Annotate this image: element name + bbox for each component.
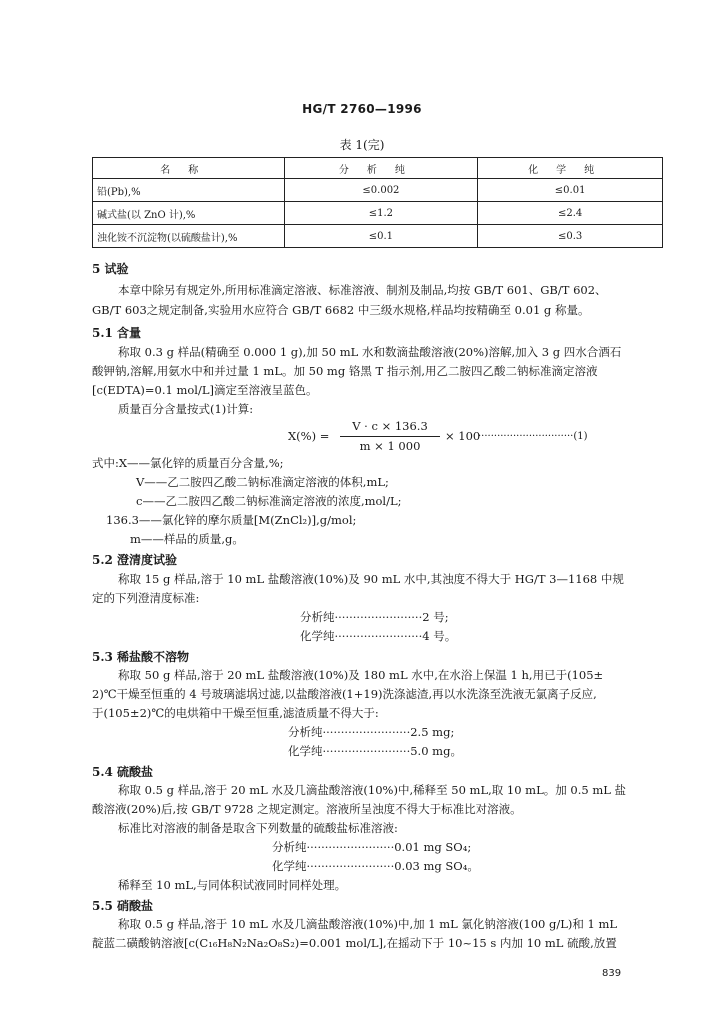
paragraph: 于(105±2)℃的电烘箱中干燥至恒重,滤渣质量不得大于: xyxy=(92,706,379,720)
formula-denominator: m × 1 000 xyxy=(359,439,421,453)
section-5-5-title: 5.5 硝酸盐 xyxy=(92,899,154,913)
paragraph: 称取 0.5 g 样品,溶于 10 mL 水及几滴盐酸溶液(10%)中,加 1 mL 氯化钠溶液(100 g/L)和 1 mL xyxy=(118,917,618,931)
paragraph: 称取 15 g 样品,溶于 10 mL 盐酸溶液(10%)及 90 mL 水中,其浊度不得大于 HG/T 3—1168 中规 xyxy=(118,572,624,586)
col-header-cp: 化学纯 xyxy=(478,158,663,179)
table-cell: 浊化铵不沉淀物(以硫酸盐计),% xyxy=(93,225,285,248)
col-header-ar: 分析纯 xyxy=(284,158,478,179)
table-cell: ≤0.3 xyxy=(478,225,663,248)
grade-line: 分析纯························2.5 mg; xyxy=(288,725,455,739)
table-header-row xyxy=(93,158,663,179)
formula-rhs: × 100 xyxy=(445,429,481,443)
table-cell: ≤0.1 xyxy=(284,225,478,248)
section-5-4-title: 5.4 硫酸盐 xyxy=(92,765,154,779)
grade-line: 分析纯························0.01 mg SO₄; xyxy=(272,840,472,854)
paragraph: 标准比对溶液的制备是取含下列数量的硫酸盐标准溶液: xyxy=(118,821,398,835)
paragraph: 稀释至 10 mL,与同体积试液同时同样处理。 xyxy=(118,878,347,892)
page-header: HG/T 2760—1996 xyxy=(302,102,422,116)
paragraph: 2)℃干燥至恒重的 4 号玻璃滤埚过滤,以盐酸溶液(1+19)洗涤滤渣,再以水洗涤至洗液无氯离子反应, xyxy=(92,687,597,701)
grade-line: 分析纯························2 号; xyxy=(300,610,449,624)
table-caption: 表 1(完) xyxy=(339,138,385,152)
grade-line: 化学纯························5.0 mg。 xyxy=(288,744,462,758)
table-cell: ≤1.2 xyxy=(284,202,478,225)
paragraph: 称取 0.5 g 样品,溶于 20 mL 水及几滴盐酸溶液(10%)中,稀释至 50 mL,取 10 mL。加 0.5 mL 盐 xyxy=(118,783,627,797)
paragraph: 质量百分含量按式(1)计算: xyxy=(118,402,254,416)
section-5-3-title: 5.3 稀盐酸不溶物 xyxy=(92,650,190,664)
where-clause: 式中:X——氯化锌的质量百分含量,%; xyxy=(92,456,284,470)
paragraph: 本章中除另有规定外,所用标准滴定溶液、标准溶液、制剂及制品,均按 GB/T 601、GB/T 602、 xyxy=(118,283,607,297)
col-header-name: 名称 xyxy=(93,158,285,179)
table-cell: 碱式盐(以 ZnO 计),% xyxy=(93,202,285,225)
table-cell: ≤0.002 xyxy=(284,179,478,202)
grade-line: 化学纯························4 号。 xyxy=(300,629,457,643)
equation-number: ······························(1) xyxy=(478,431,588,442)
page-number: 839 xyxy=(602,968,622,979)
formula-lhs: X(%) = xyxy=(288,429,330,443)
section-5-1-title: 5.1 含量 xyxy=(92,326,142,340)
where-item: m——样品的质量,g。 xyxy=(130,532,244,546)
table-row xyxy=(93,179,663,202)
section-5-title: 5 试验 xyxy=(92,262,129,276)
grade-line: 化学纯························0.03 mg SO₄。 xyxy=(272,859,479,873)
paragraph: 称取 50 g 样品,溶于 20 mL 盐酸溶液(10%)及 180 mL 水中,在水浴上保温 1 h,用已于(105± xyxy=(118,668,604,682)
table-cell: ≤2.4 xyxy=(478,202,663,225)
paragraph: [c(EDTA)=0.1 mol/L]滴定至溶液呈蓝色。 xyxy=(92,383,318,397)
section-5-2-title: 5.2 澄清度试验 xyxy=(92,553,178,567)
where-item: 136.3——氯化锌的摩尔质量[M(ZnCl₂)],g/mol; xyxy=(106,513,357,527)
paragraph: 称取 0.3 g 样品(精确至 0.000 1 g),加 50 mL 水和数滴盐酸溶液(20%)溶解,加入 3 g 四水合酒石 xyxy=(118,345,622,359)
table-cell: ≤0.01 xyxy=(478,179,663,202)
table-row xyxy=(93,202,663,225)
fraction-bar xyxy=(340,436,440,437)
table-cell: 铅(Pb),% xyxy=(93,179,285,202)
paragraph: 靛蓝二磺酸钠溶液[c(C₁₆H₈N₂Na₂O₈S₂)=0.001 mol/L],在摇动下于 10~15 s 内加 10 mL 硫酸,放置 xyxy=(92,936,617,950)
spec-table xyxy=(92,157,663,248)
where-item: V——乙二胺四乙酸二钠标准滴定溶液的体积,mL; xyxy=(136,475,389,489)
table-row xyxy=(93,225,663,248)
paragraph: 定的下列澄清度标准: xyxy=(92,591,200,605)
paragraph: 酸钾钠,溶解,用氨水中和并过量 1 mL。加 50 mg 铬黑 T 指示剂,用乙二胺四乙酸二钠标准滴定溶液 xyxy=(92,364,598,378)
paragraph: 酸溶液(20%)后,按 GB/T 9728 之规定测定。溶液所呈浊度不得大于标准比对溶液。 xyxy=(92,802,522,816)
where-item: c——乙二胺四乙酸二钠标准滴定溶液的浓度,mol/L; xyxy=(136,494,402,508)
formula-numerator: V · c × 136.3 xyxy=(352,419,428,433)
paragraph: GB/T 603之规定制备,实验用水应符合 GB/T 6682 中三级水规格,样品均按精确至 0.01 g 称量。 xyxy=(92,303,590,317)
